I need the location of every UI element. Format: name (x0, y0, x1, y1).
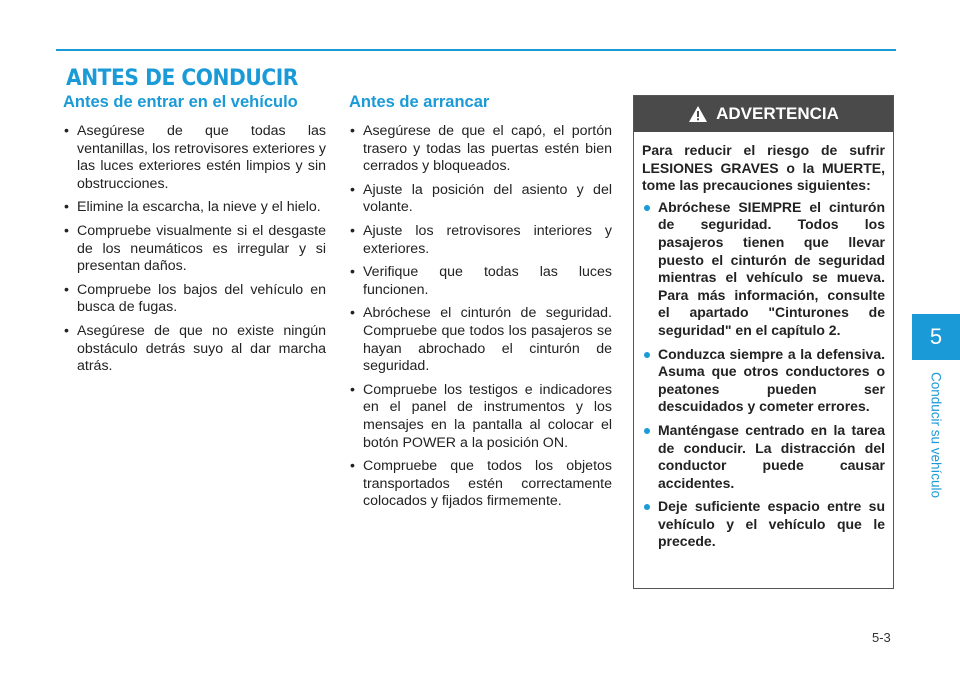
bullet-icon (644, 205, 650, 211)
list-item: • Compruebe los testigos e indicadores en el panel de instrumentos y los mensajes en la pantalla al colocar el botón POWER a la posición ON. (350, 381, 612, 451)
bullet-icon: • (350, 123, 355, 139)
bullet-icon: • (64, 322, 69, 339)
column-before-starting (349, 93, 612, 517)
bullet-icon (644, 352, 650, 358)
bullet-icon: • (350, 264, 355, 281)
heading-before-entering: Antes de entrar en el vehículo (63, 93, 298, 111)
list-item: • Asegúrese de que el capó, el portón trasero y todas las puertas estén bien cerrados y bloqueados. (350, 123, 612, 175)
warning-header (634, 96, 893, 132)
bullet-icon: • (350, 181, 355, 198)
bullet-icon: • (350, 222, 355, 239)
chapter-number: 5 (929, 324, 943, 349)
bullet-icon: • (64, 222, 69, 239)
list-item: • Elimine la escarcha, la nieve y el hielo. (64, 199, 321, 216)
top-rule (56, 49, 896, 51)
list-item: • Abróchese el cinturón de seguridad. Compruebe que todos los pasajeros se hayan abrochado el cinturón de seguridad. (350, 305, 612, 375)
list-item: • Asegúrese de que no existe ningún obstáculo detrás suyo al dar marcha atrás. (64, 322, 326, 375)
warning-item: Deje suficiente espacio entre su vehículo y el vehículo que le precede. (642, 498, 885, 551)
warning-item: Abróchese SIEMPRE el cinturón de seguridad. Todos los pasajeros tienen que llevar puesto el cinturón de seguridad mientras el vehículo se mueva. Para más información, consulte el apartado "Cinturones de seguridad" en el capítulo 2. (642, 199, 885, 340)
warning-intro: Para reducir el riesgo de sufrir LESIONES GRAVES o la MUERTE, tome las precauciones siguientes: (642, 142, 885, 194)
list-item: • Ajuste los retrovisores interiores y exteriores. (350, 222, 612, 257)
warning-body (634, 132, 893, 551)
list-item: • Compruebe que todos los objetos transportados estén correctamente colocados y fijados firmemente. (350, 458, 612, 510)
warning-triangle-icon (688, 105, 708, 123)
warning-box (633, 95, 894, 589)
bullet-icon: • (64, 123, 69, 139)
bullet-icon (644, 504, 650, 510)
heading-before-starting: Antes de arrancar (349, 93, 490, 111)
warning-list (642, 199, 885, 551)
chapter-label: Conducir su vehículo (928, 371, 944, 499)
column-before-entering (63, 93, 326, 382)
bullet-icon: • (64, 199, 69, 216)
warning-title: ADVERTENCIA (716, 104, 839, 123)
list-item: • Ajuste la posición del asiento y del volante. (350, 181, 612, 216)
bullet-icon: • (350, 305, 355, 322)
list-item: • Asegúrese de que todas las ventanillas, los retrovisores exteriores y las luces exteriores estén limpios y sin obstrucciones. (64, 123, 326, 192)
warning-item: Conduzca siempre a la defensiva. Asuma que otros conductores o peatones pueden ser descuidados y cometer errores. (642, 346, 885, 416)
bullet-icon: • (350, 458, 355, 475)
list-item: • Compruebe visualmente si el desgaste de los neumáticos es irregular y si presentan daños. (64, 222, 326, 275)
before-entering-list (63, 123, 326, 376)
bullet-icon (644, 428, 650, 434)
before-starting-list (349, 123, 612, 511)
list-item: • Compruebe los bajos del vehículo en busca de fugas. (64, 281, 326, 316)
bullet-icon: • (350, 381, 355, 398)
bullet-icon: • (64, 281, 69, 298)
section-title: ANTES DE CONDUCIR (66, 66, 298, 91)
page-number: 5-3 (872, 630, 891, 645)
list-item: • Verifique que todas las luces funcionen. (350, 264, 612, 298)
warning-item: Manténgase centrado en la tarea de conducir. La distracción del conductor puede causar accidentes. (642, 422, 885, 492)
chapter-tab (912, 314, 960, 360)
